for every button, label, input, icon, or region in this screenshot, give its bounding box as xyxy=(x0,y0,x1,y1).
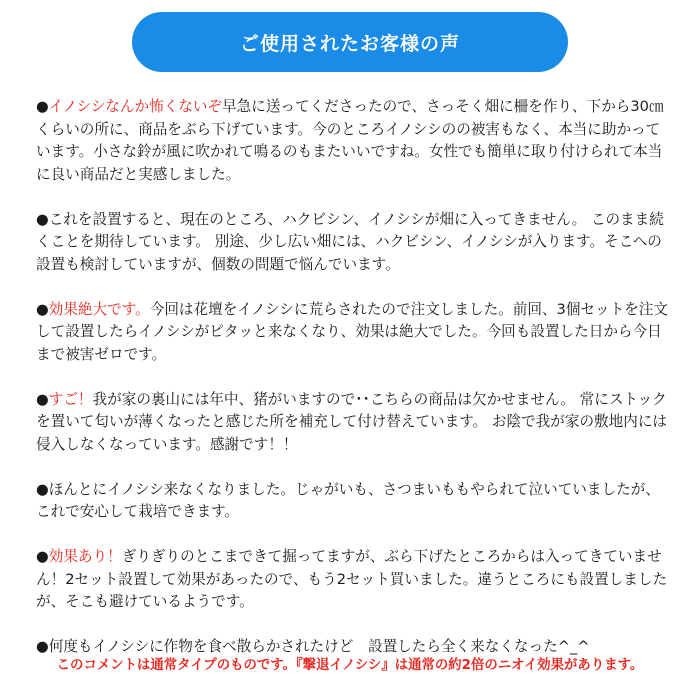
review-highlight: 効果あり！ xyxy=(48,548,122,565)
review-item xyxy=(36,299,668,367)
review-text: ほんとにイノシシ来なくなりました。じゃがいも、さつまいももやられて泣いていましたが、これで安心して栽培できます。 xyxy=(36,480,660,520)
header-banner xyxy=(132,12,568,72)
bullet-icon: ● xyxy=(36,98,49,115)
bullet-icon: ● xyxy=(36,390,49,408)
bullet-icon: ● xyxy=(36,480,49,498)
review-item xyxy=(36,479,668,524)
bullet-icon: ● xyxy=(36,548,49,565)
review-highlight: イノシシなんか怖くないぞ xyxy=(48,98,223,115)
footnote: このコメントは通常タイプのものです。『撃退イノシシ』は通常の約2倍のニオイ効果があります。 xyxy=(56,658,644,673)
review-item xyxy=(36,209,668,277)
review-item xyxy=(36,389,668,457)
review-item xyxy=(36,96,668,186)
review-highlight: 効果絶大です。 xyxy=(48,300,150,318)
review-text: 何度もイノシシに作物を食べ散らかされたけど 設置したら全く来なくなった^_^ xyxy=(48,638,590,655)
review-text: これを設置すると、現在のところ、ハクビシン、イノシシが畑に入ってきません。 このまま続くことを期待しています。 別途、少し広い畑には、ハクビシン、イノシシが入ります。そこへの設置も検討していますが、個数の問題で悩んでいます。 xyxy=(36,210,664,273)
bullet-icon: ● xyxy=(36,300,49,318)
review-text: 我が家の裏山には年中、猪がいますので･･こちらの商品は欠かせません。 常にストックを置いて匂いが薄くなったと感じた所を補充して付け替えています。 お陰で我が家の敷地内には侵入しなくなっています。感謝です！！ xyxy=(36,390,668,453)
review-highlight: すご！ xyxy=(48,390,93,408)
review-text: 今回は花壇をイノシシに荒らされたので注文しました。前回、3個セットを注文して設置したらイノシシがピタッと来なくなり、効果は絶大でした。今回も設置した日から今日まで被害ゼロです。 xyxy=(36,300,668,363)
review-list xyxy=(36,96,668,659)
review-text: 早急に送ってくださったので、さっそく畑に柵を作り、下から30㎝くらいの所に、商品をぶら下げています。今のところイノシシのの被害もなく、本当に助かっています。小さな鈴が風に吹かれて鳴るのもまたいいですね。女性でも簡単に取り付けられて本当に良い商品だと実感しました。 xyxy=(36,98,664,183)
review-text: ぎりぎりのとこまできて掘ってますが、ぶら下げたところからは入ってきていません！2セット設置して効果があったので、もう2セット買いました。違うところにも設置しましたが、そこも避けているようです。 xyxy=(36,548,668,610)
review-item xyxy=(36,546,668,614)
bullet-icon: ● xyxy=(36,638,49,655)
header-title: ご使用されたお客様の声 xyxy=(239,32,460,55)
bullet-icon: ● xyxy=(36,210,49,228)
